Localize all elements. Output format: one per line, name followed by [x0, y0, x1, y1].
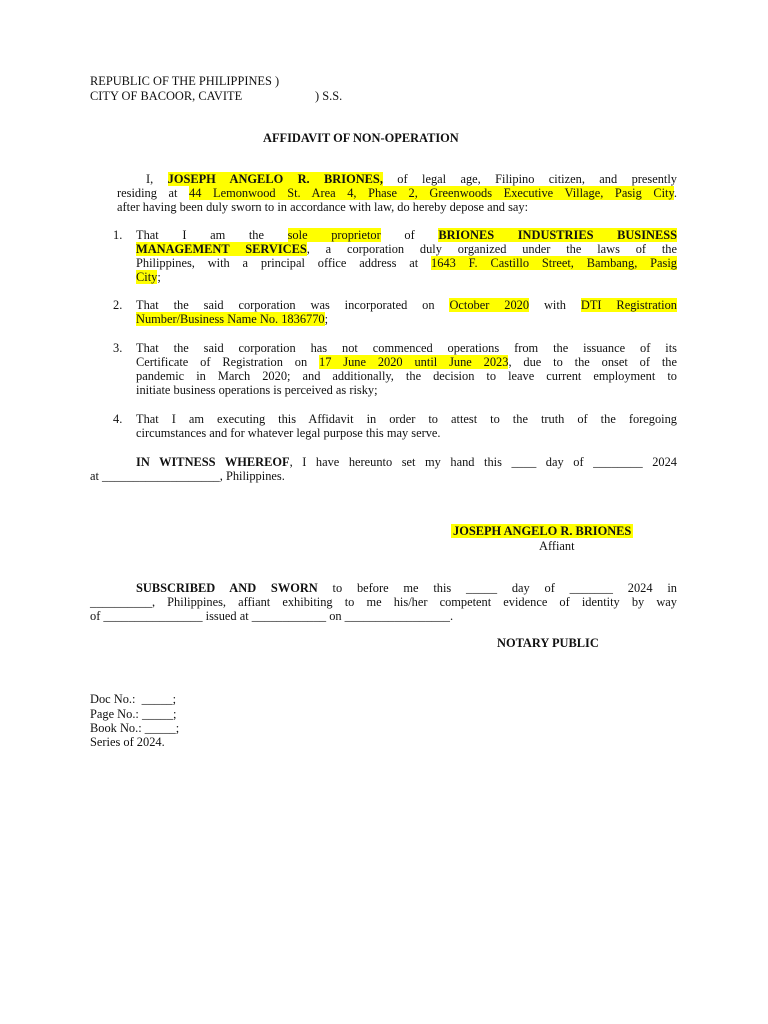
item-4-line-1: That I am executing this Affidavit in order to attest to the truth of the foregoing: [136, 412, 677, 426]
item-number: 1.: [113, 228, 123, 242]
notary-public-label: NOTARY PUBLIC: [497, 636, 599, 650]
intro-line-1: I, JOSEPH ANGELO R. BRIONES, of legal age, Filipino citizen, and presently: [146, 172, 677, 186]
book-no: Book No.: _____;: [90, 721, 180, 735]
item-1-line-3: Philippines, with a principal office address at 1643 F. Castillo Street, Bambang, Pasig: [136, 256, 677, 270]
item-1-line-4: City;: [136, 270, 161, 284]
intro-line-2: residing at 44 Lemonwood St. Area 4, Phase 2, Greenwoods Executive Village, Pasig City.: [117, 186, 678, 200]
item-2-line-2: Number/Business Name No. 1836770;: [136, 312, 329, 326]
affiant-name-highlight: JOSEPH ANGELO R. BRIONES,: [167, 172, 383, 186]
page-no: Page No.: _____;: [90, 707, 177, 721]
item-1-line-1: That I am the sole proprietor of BRIONES INDUSTRIES BUSINESS: [136, 228, 678, 242]
item-3-line-2: Certificate of Registration on 17 June 2020 until June 2023, due to the onset of the: [136, 355, 677, 369]
item-3-line-4: initiate business operations is perceived as risky;: [136, 383, 378, 397]
document-title: AFFIDAVIT OF NON-OPERATION: [263, 131, 459, 145]
intro-line-3: after having been duly sworn to in accordance with law, do hereby depose and say:: [117, 200, 529, 214]
jurat-line-3: of ________________ issued at ____________ on _________________.: [90, 609, 454, 623]
jurat-line-2: __________, Philippines, affiant exhibiting to me his/her competent evidence of identity by way: [90, 595, 677, 609]
witness-line-1: IN WITNESS WHEREOF, I have hereunto set my hand this ____ day of ________ 2024: [136, 455, 677, 469]
item-4-line-2: circumstances and for whatever legal purpose this may serve.: [136, 426, 441, 440]
item-1-line-2: MANAGEMENT SERVICES, a corporation duly organized under the laws of the: [136, 242, 677, 256]
caption-city: CITY OF BACOOR, CAVITE: [90, 89, 243, 103]
address-highlight: 44 Lemonwood St. Area 4, Phase 2, Greenwoods Executive Village, Pasig City: [189, 186, 674, 200]
item-number: 3.: [113, 341, 123, 355]
jurat-line-1: SUBSCRIBED AND SWORN to before me this _____ day of _______ 2024 in: [136, 581, 677, 595]
item-3-line-3: pandemic in March 2020; and additionally, the decision to leave current employment to: [136, 369, 677, 383]
witness-line-2: at ___________________, Philippines.: [90, 469, 285, 483]
affiant-signature-name: JOSEPH ANGELO R. BRIONES: [453, 524, 632, 538]
doc-no: Doc No.: _____;: [90, 692, 177, 706]
affiant-label: Affiant: [539, 539, 575, 553]
item-3-line-1: That the said corporation has not commenced operations from the issuance of its: [136, 341, 677, 355]
item-number: 4.: [113, 412, 123, 426]
caption-ss: ) S.S.: [315, 89, 343, 103]
item-2-line-1: That the said corporation was incorporated on October 2020 with DTI Registration: [136, 298, 677, 312]
caption-republic: REPUBLIC OF THE PHILIPPINES ): [90, 74, 280, 88]
item-number: 2.: [113, 298, 123, 312]
series-year: Series of 2024.: [90, 735, 165, 749]
